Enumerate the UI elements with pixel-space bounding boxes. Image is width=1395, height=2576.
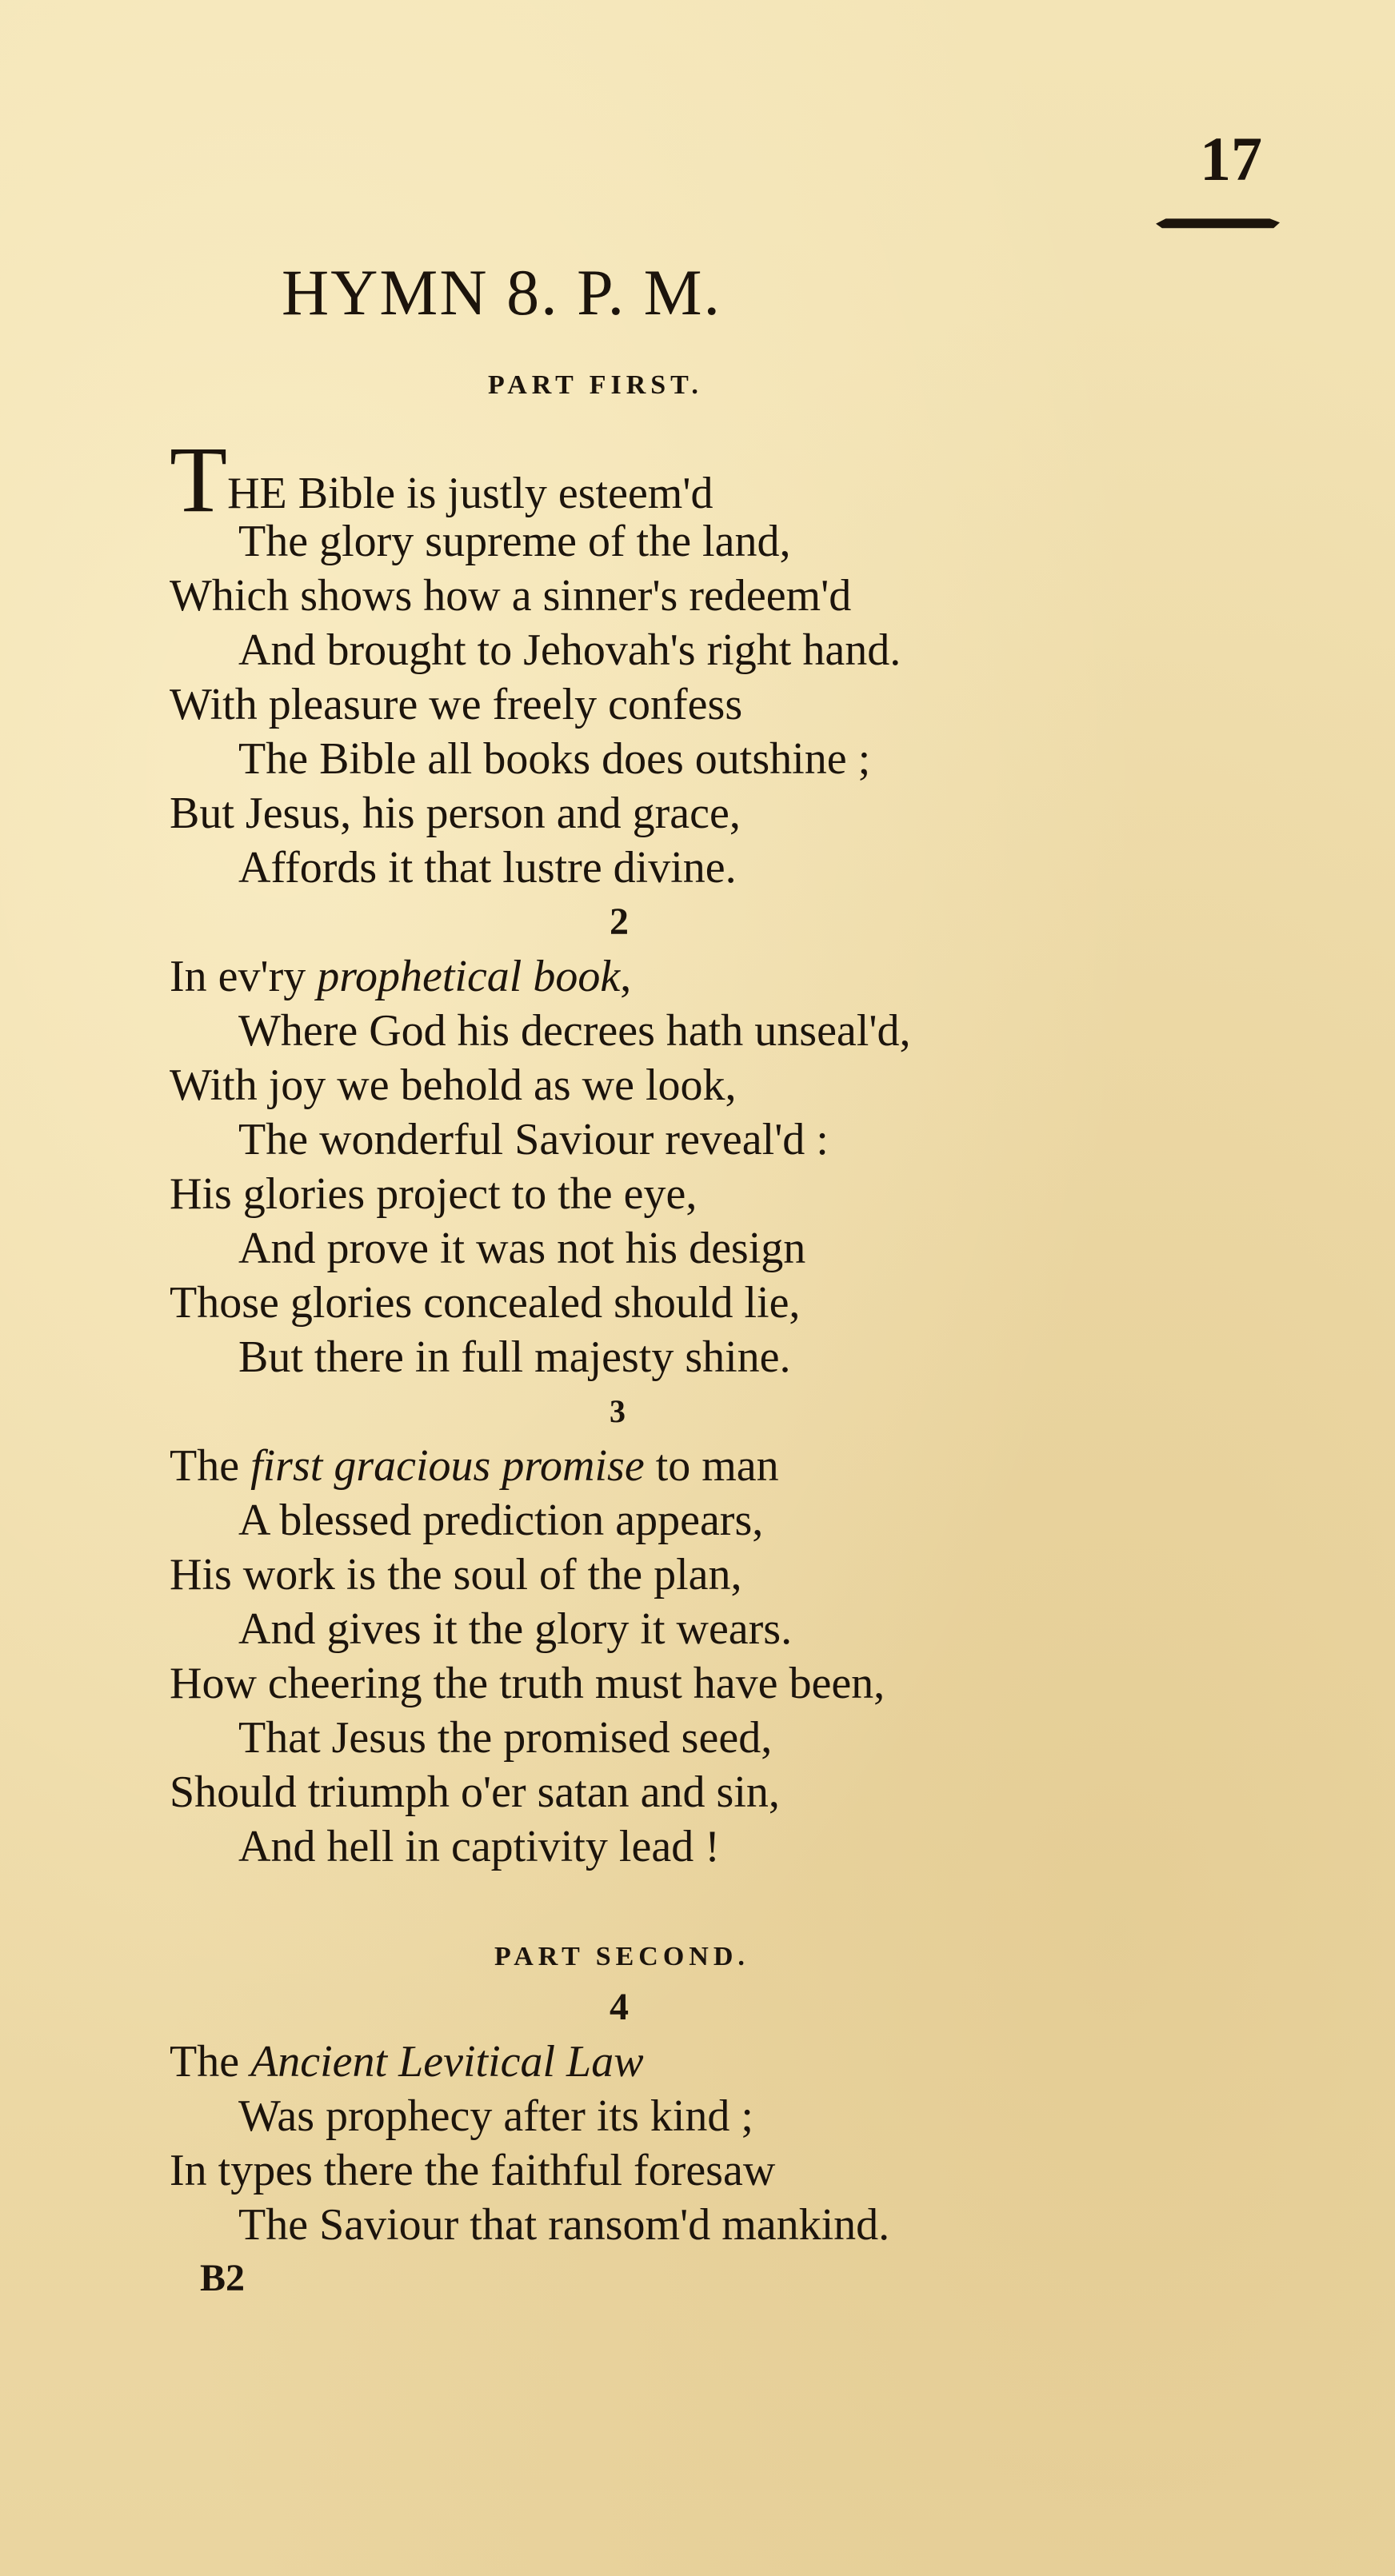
hymn-title: HYMN 8. P. M. [282,256,721,329]
stanza-3 [170,1384,1273,1874]
stanza-2-number: 2 [610,901,629,943]
stanza-1-line-7: But Jesus, his person and grace, [170,789,741,838]
part-second-heading: PART SECOND. [494,1942,749,1971]
stanza-3-line-5: How cheering the truth must have been, [170,1659,885,1708]
stanza-1-line-2: The glory supreme of the land, [238,517,791,566]
stanza-4 [170,1980,1273,2252]
stanza-2-line-3: With joy we behold as we look, [170,1060,737,1110]
stanza-4-number: 4 [610,1986,629,2028]
stanza-3-line-7: Should triumph o'er satan and sin, [170,1767,780,1817]
stanza-1-line-4: And brought to Jehovah's right hand. [238,625,901,675]
stanza-2-line-8: But there in full majesty shine. [238,1332,791,1382]
stanza-3-line-1: The first gracious promise to man [170,1441,779,1491]
page-number: 17 [1200,124,1262,194]
stanza-2-line-5: His glories project to the eye, [170,1169,698,1219]
stanza-1-line-1: THE Bible is justly esteem'd [170,427,713,532]
signature-mark: B2 [200,2257,246,2299]
stanza-2-line-6: And prove it was not his design [238,1224,806,1273]
stanza-1 [170,427,1273,895]
drop-cap: T [170,427,228,532]
part-first-heading: PART FIRST. [488,370,703,400]
header-rule [1156,218,1280,229]
stanza-3-line-8: And hell in captivity lead ! [238,1822,720,1871]
stanza-4-line-4: The Saviour that ransom'd mankind. [238,2200,890,2250]
stanza-2 [170,895,1273,1384]
stanza-3-line-3: His work is the soul of the plan, [170,1550,742,1600]
stanza-2-line-2: Where God his decrees hath unseal'd, [238,1006,911,1056]
stanza-1-line-3: Which shows how a sinner's redeem'd [170,571,852,621]
stanza-3-line-4: And gives it the glory it wears. [238,1604,793,1654]
stanza-2-line-4: The wonderful Saviour reveal'd : [238,1115,829,1164]
stanza-3-line-2: A blessed prediction appears, [238,1496,764,1545]
stanza-3-number: 3 [610,1393,626,1429]
stanza-4-line-3: In types there the faithful foresaw [170,2146,776,2195]
stanza-2-line-7: Those glories concealed should lie, [170,1278,801,1328]
stanza-1-line-8: Affords it that lustre divine. [238,843,737,893]
stanza-4-line-2: Was prophecy after its kind ; [238,2091,753,2141]
stanza-1-line-6: The Bible all books does outshine ; [238,734,871,784]
stanza-2-line-1: In ev'ry prophetical book, [170,952,632,1001]
stanza-4-line-1: The Ancient Levitical Law [170,2037,644,2087]
stanza-1-line-5: With pleasure we freely confess [170,680,743,729]
stanza-3-line-6: That Jesus the promised seed, [238,1713,773,1763]
